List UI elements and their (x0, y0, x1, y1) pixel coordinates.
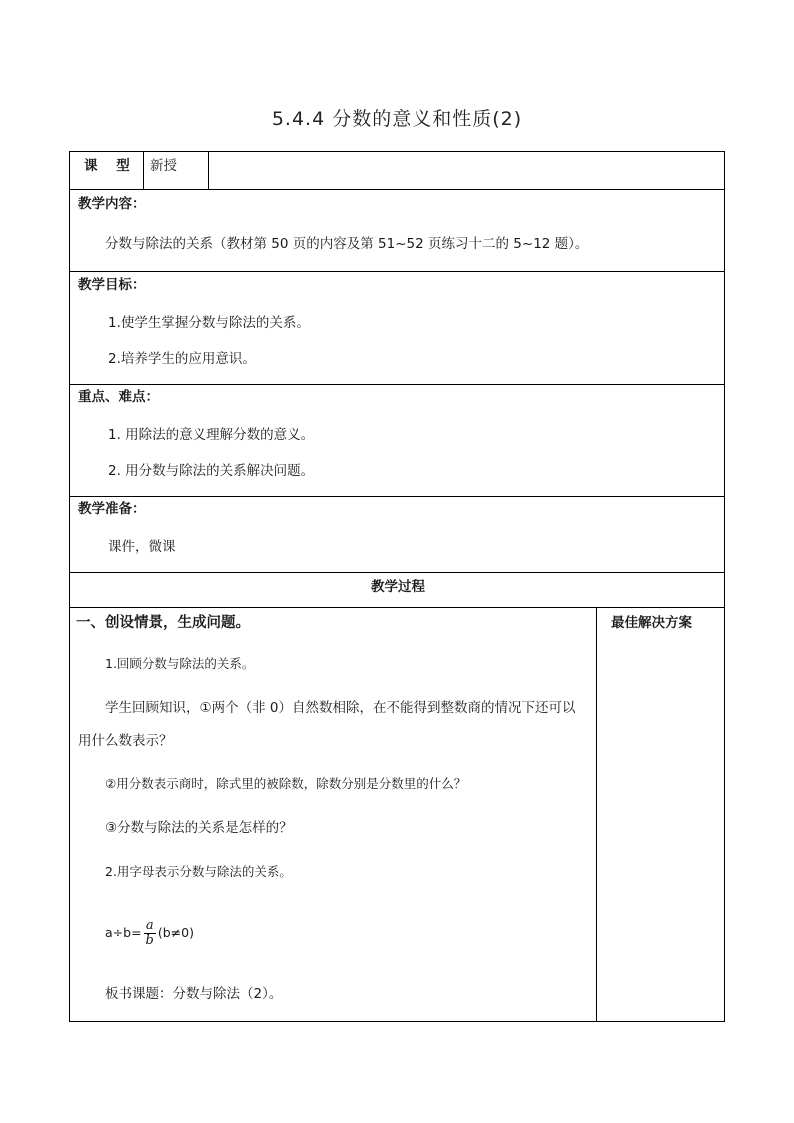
formula-condition: (b≠0) (157, 925, 194, 940)
process-heading: 教学过程 (371, 579, 425, 595)
row-divider (70, 496, 724, 497)
process-step-1: 1.回顾分数与除法的关系。 (105, 656, 255, 671)
lesson-plan-table (69, 151, 725, 1022)
process-question-2: ②用分数表示商时，除式里的被除数，除数分别是分数里的什么？ (105, 776, 467, 791)
process-step-2: 2.用字母表示分数与除法的关系。 (105, 864, 292, 879)
course-type-value: 新授 (150, 158, 177, 174)
preparation-heading: 教学准备： (78, 501, 146, 517)
row-divider (70, 271, 724, 272)
row-divider (70, 189, 724, 190)
goals-heading: 教学目标： (78, 277, 146, 293)
row-divider (70, 607, 724, 608)
content-heading: 教学内容： (78, 196, 146, 212)
goal-item: 1.使学生掌握分数与除法的关系。 (108, 315, 310, 331)
formula-fraction (144, 919, 156, 948)
formula-numerator: a (144, 919, 156, 934)
process-section-title: 一、创设情景，生成问题。 (76, 615, 250, 631)
goal-item: 2.培养学生的应用意识。 (108, 351, 256, 367)
process-paragraph-line: 学生回顾知识，①两个（非 0）自然数相除，在不能得到整数商的情况下还可以 (105, 700, 576, 716)
process-paragraph-line: 用什么数表示？ (78, 733, 173, 749)
key-points-heading: 重点、难点： (78, 389, 159, 405)
key-point-item: 2. 用分数与除法的关系解决问题。 (108, 463, 315, 479)
process-question-3: ③分数与除法的关系是怎样的？ (105, 820, 293, 836)
column-divider (208, 152, 209, 189)
formula-left: a÷b= (105, 925, 142, 940)
board-title-note: 板书课题：分数与除法（2）。 (105, 986, 283, 1002)
row-divider (70, 384, 724, 385)
content-text: 分数与除法的关系（教材第 50 页的内容及第 51~52 页练习十二的 5~12 题）。 (105, 236, 589, 252)
key-point-item: 1. 用除法的意义理解分数的意义。 (108, 427, 315, 443)
page-title: 5.4.4 分数的意义和性质(2) (271, 108, 523, 130)
formula-denominator: b (145, 933, 154, 948)
row-divider (70, 572, 724, 573)
side-column-heading: 最佳解决方案 (611, 615, 692, 631)
column-divider (596, 607, 597, 1021)
formula (105, 915, 194, 951)
column-divider (143, 152, 144, 189)
preparation-text: 课件，微课 (108, 539, 176, 555)
course-type-label: 课 型 (84, 158, 137, 174)
